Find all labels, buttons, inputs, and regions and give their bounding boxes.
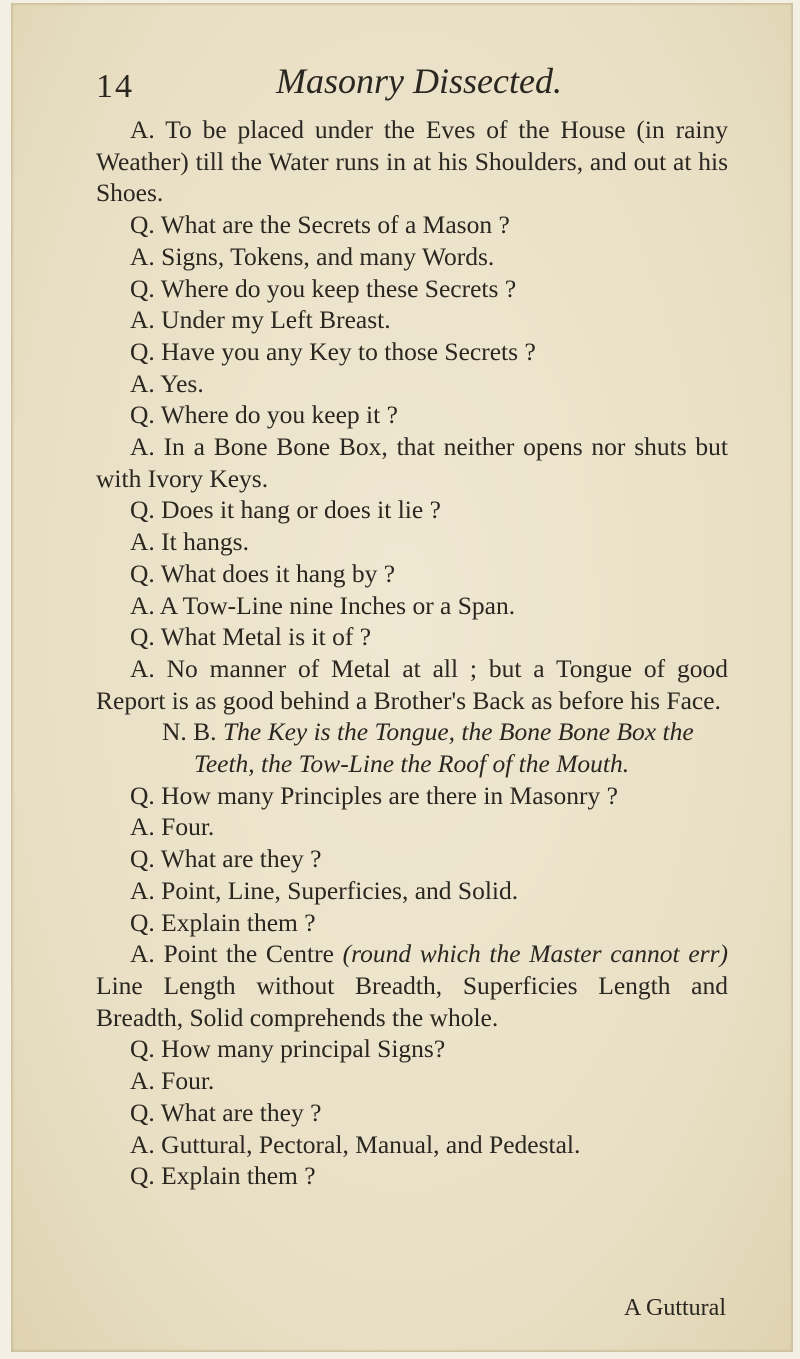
nota-bene-text: The Key is the Tongue, the Bone Bone Box the Teeth, the Tow-Line the Roof of the Mouth. <box>194 717 694 779</box>
text-line: Q. What are they ? <box>130 844 322 874</box>
text-line: Q. What does it hang by ? <box>130 558 396 588</box>
page-header <box>96 60 736 112</box>
text-line: Q. What are the Secrets of a Mason ? <box>130 210 510 240</box>
text-line: A. A Tow-Line nine Inches or a Span. <box>130 590 516 620</box>
text-line: Q. Have you any Key to those Secrets ? <box>130 336 536 366</box>
text-line: Q. Where do you keep these Secrets ? <box>130 273 517 303</box>
point-answer-start: A. Point the Centre <box>130 939 334 969</box>
text-line: Q. How many Principles are there in Masonry ? <box>130 780 618 810</box>
point-answer-rest: Line Length without Breadth, Superficies Length and Breadth, Solid comprehends the whole. <box>96 970 728 1032</box>
point-answer-italic: (round which the Master cannot err) <box>342 939 729 969</box>
text-line: A. To be placed under the Eves of the House (in rainy Weather) till the Water runs in at his Shoulders, and out at his Shoes. <box>96 115 728 208</box>
text-line: A. Point, Line, Superficies, and Solid. <box>130 875 519 905</box>
point-answer <box>96 938 728 1033</box>
nota-bene-lead: N. B. <box>162 717 217 747</box>
text-line: Q. Explain them ? <box>130 1161 316 1191</box>
text-line: A. Under my Left Breast. <box>130 305 391 335</box>
text-line: A. No manner of Metal at all ; but a Tongue of good Report is as good behind a Brother's Back as before his Face. <box>96 653 728 715</box>
text-line: A. It hangs. <box>130 527 249 557</box>
book-page <box>12 4 792 1351</box>
text-line: A. In a Bone Bone Box, that neither opens nor shuts but with Ivory Keys. <box>96 432 728 493</box>
text-line: Q. How many principal Signs? <box>130 1034 446 1064</box>
text-line: A. Four. <box>130 812 215 842</box>
text-line: Q. Does it hang or does it lie ? <box>130 495 441 525</box>
running-title: Masonry Dissected. <box>276 61 562 101</box>
text-line: Q. What Metal is it of ? <box>130 622 372 652</box>
text-line: A. Guttural, Pectoral, Manual, and Pedestal. <box>130 1129 581 1159</box>
text-line: A. Signs, Tokens, and many Words. <box>130 241 495 271</box>
catchword: A Guttural <box>624 1295 726 1321</box>
text-line: Q. Where do you keep it ? <box>130 400 398 430</box>
nota-bene <box>162 716 728 779</box>
text-line: Q. Explain them ? <box>130 907 316 937</box>
text-line: A. Yes. <box>130 368 204 398</box>
text-line: A. Four. <box>130 1066 215 1096</box>
text-line: Q. What are they ? <box>130 1097 322 1127</box>
page-body <box>96 114 728 1192</box>
page-number: 14 <box>96 68 134 105</box>
